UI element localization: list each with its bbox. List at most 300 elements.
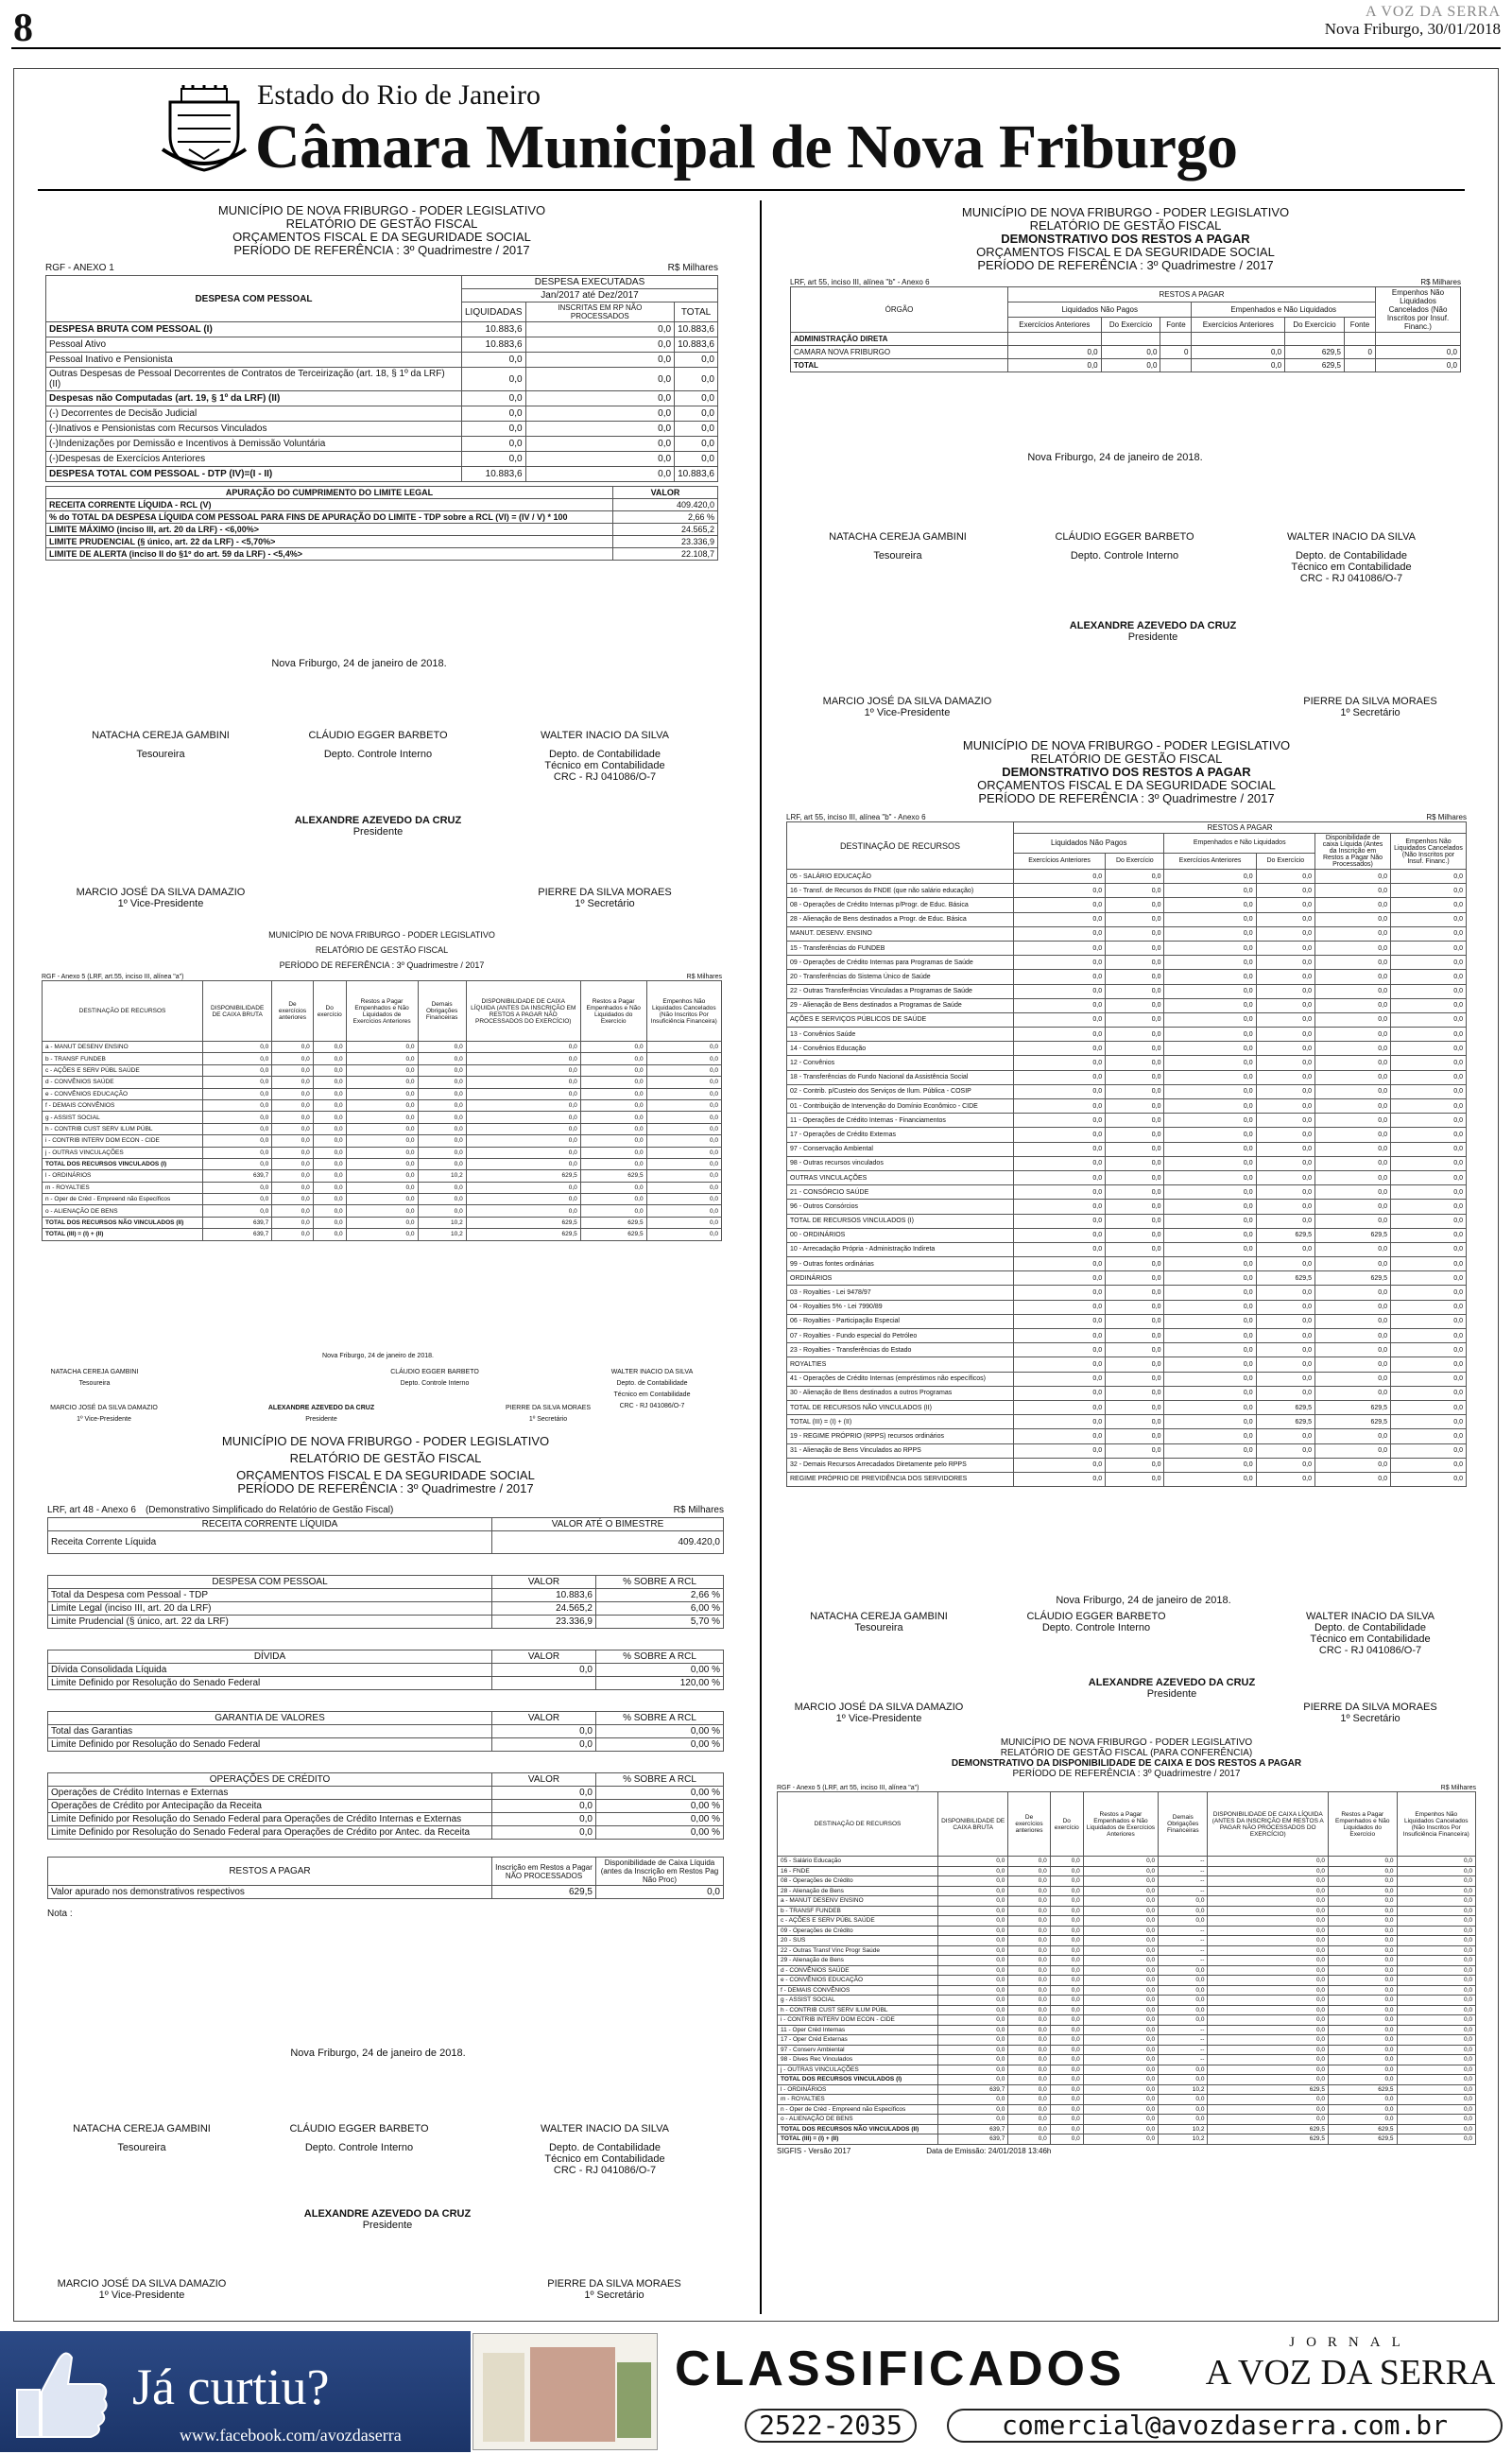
table-cell: 0,0 bbox=[1208, 1985, 1329, 1996]
table-cell: 0,0 bbox=[646, 1205, 721, 1217]
table-cell: 0,0 bbox=[1328, 2075, 1397, 2085]
table-cell: 629,5 bbox=[1328, 2134, 1397, 2145]
table-cell: 0,0 bbox=[938, 1965, 1008, 1976]
table-cell: 629,5 bbox=[1208, 2134, 1329, 2145]
table-row bbox=[778, 2075, 1476, 2085]
table-cell: 629,5 bbox=[1256, 1228, 1314, 1242]
table-cell: 0,0 bbox=[1391, 1142, 1467, 1156]
table-cell: 0,0 bbox=[272, 1170, 314, 1182]
table-cell: 0,0 bbox=[1208, 2095, 1329, 2105]
table-row bbox=[787, 1214, 1467, 1228]
table-cell: 0,0 bbox=[1256, 912, 1314, 926]
table-row bbox=[778, 1965, 1476, 1976]
table-cell: 629,5 bbox=[466, 1170, 580, 1182]
table-header: Empenhados e Não Liquidados bbox=[1164, 834, 1315, 854]
table-cell: c - AÇÕES E SERV PÚBL SAÚDE bbox=[43, 1064, 203, 1076]
table-cell: 0,0 bbox=[1256, 1257, 1314, 1271]
table-cell: 629,5 bbox=[1208, 2124, 1329, 2134]
table-cell: a - MANUT DESENV ENSINO bbox=[43, 1042, 203, 1053]
table-cell: 0,0 bbox=[1106, 956, 1164, 970]
table-cell: j - OUTRAS VINCULAÇÕES bbox=[43, 1147, 203, 1158]
table-cell: 0,0 bbox=[1208, 2065, 1329, 2075]
table-row bbox=[787, 1386, 1467, 1400]
table-cell: 0,0 bbox=[1106, 1200, 1164, 1214]
table-header: RESTOS A PAGAR bbox=[1008, 287, 1376, 302]
table-cell: 0,0 bbox=[272, 1158, 314, 1169]
table-cell bbox=[1008, 333, 1102, 346]
table-row bbox=[787, 1257, 1467, 1271]
table-cell: 0,0 bbox=[1391, 1386, 1467, 1400]
table-cell: 0,0 bbox=[1050, 1906, 1083, 1916]
table-cell: 0,0 bbox=[1050, 2045, 1083, 2055]
table-cell: 0,0 bbox=[1256, 1185, 1314, 1200]
table-cell: 0,0 bbox=[466, 1077, 580, 1088]
table-cell: 0,0 bbox=[1164, 1056, 1256, 1070]
table-cell: 0,0 bbox=[1256, 984, 1314, 998]
table-cell: 0,0 bbox=[1050, 2104, 1083, 2115]
table-cell: 0,0 bbox=[313, 1064, 346, 1076]
table-cell: TOTAL bbox=[791, 359, 1008, 372]
table-header: % SOBRE A RCL bbox=[596, 1773, 724, 1787]
table-cell: 0,0 bbox=[466, 1123, 580, 1134]
table-cell: 0,0 bbox=[1083, 1956, 1158, 1966]
table-row bbox=[787, 1228, 1467, 1242]
table-cell: 0,0 bbox=[580, 1112, 646, 1123]
table-cell: 0,0 bbox=[1208, 1896, 1329, 1907]
table-cell: Limite Prudencial (§ único, art. 22 da LRF) bbox=[48, 1616, 492, 1629]
table-row bbox=[787, 956, 1467, 970]
table-cell: 0,0 bbox=[1328, 1945, 1397, 1956]
table-cell: 0,0 bbox=[1397, 1945, 1475, 1956]
signature-block bbox=[28, 1403, 180, 1426]
table-cell: 0,0 bbox=[1328, 2065, 1397, 2075]
table-header: Demais Obrigações Financeiras bbox=[1159, 1792, 1208, 1857]
table-header: LIQUIDADAS bbox=[462, 302, 526, 322]
table-cell: 0,0 bbox=[1106, 1472, 1164, 1486]
table-row bbox=[787, 1329, 1467, 1343]
table-cell: 0,0 bbox=[1164, 998, 1256, 1012]
table-cell: 0,0 bbox=[1164, 1012, 1256, 1027]
table-cell: 0,0 bbox=[462, 353, 526, 368]
table-row bbox=[43, 1135, 722, 1147]
table-cell: 0,0 bbox=[1014, 1028, 1106, 1042]
table-cell: 0,0 bbox=[1208, 1857, 1329, 1867]
table-header: DESPESA EXECUTADAS bbox=[462, 276, 718, 289]
table-row bbox=[778, 1886, 1476, 1896]
table-cell: 0,0 bbox=[1256, 1343, 1314, 1357]
table-cell: 0,0 bbox=[1106, 1415, 1164, 1429]
credito-table bbox=[47, 1772, 724, 1840]
table-cell: 0,0 bbox=[1014, 912, 1106, 926]
table-cell: 0,0 bbox=[646, 1170, 721, 1182]
table-cell: 0,00 % bbox=[596, 1787, 724, 1800]
table-cell: 0,0 bbox=[1106, 984, 1164, 998]
table-cell: l - ORDINÁRIOS bbox=[43, 1170, 203, 1182]
table-row bbox=[778, 1916, 1476, 1927]
table-cell: 0,0 bbox=[580, 1194, 646, 1205]
table-row bbox=[787, 1314, 1467, 1328]
table-cell: 0,0 bbox=[1083, 2095, 1158, 2105]
table-cell: 0,0 bbox=[1391, 1472, 1467, 1486]
report-heading: ORÇAMENTOS FISCAL E DA SEGURIDADE SOCIAL bbox=[976, 245, 1275, 259]
table-cell: 0,0 bbox=[938, 2055, 1008, 2065]
table-cell: 23.336,9 bbox=[492, 1616, 596, 1629]
table-cell: o - ALIENAÇÃO DE BENS bbox=[43, 1205, 203, 1217]
table-cell: 0,0 bbox=[938, 2045, 1008, 2055]
table-cell: 0,0 bbox=[1315, 1357, 1391, 1372]
table-cell: 0,0 bbox=[313, 1158, 346, 1169]
table-cell: 0,0 bbox=[1050, 1965, 1083, 1976]
table-cell: 0,0 bbox=[1391, 1156, 1467, 1170]
signer-name: PIERRE DA SILVA MORAES bbox=[506, 1405, 591, 1411]
contact-email[interactable]: comercial@avozdaserra.com.br bbox=[947, 2409, 1503, 2443]
signature-block bbox=[472, 1403, 624, 1426]
table-cell: TOTAL DE RECURSOS VINCULADOS (I) bbox=[787, 1214, 1014, 1228]
classificados-title: CLASSIFICADOS bbox=[675, 2342, 1125, 2396]
table-cell: 0,0 bbox=[1315, 1170, 1391, 1184]
table-cell: 0,00 % bbox=[596, 1826, 724, 1840]
table-cell: 0,0 bbox=[1328, 1926, 1397, 1936]
table-row bbox=[791, 359, 1461, 372]
facebook-url[interactable]: www.facebook.com/avozdaserra bbox=[180, 2426, 402, 2445]
table-cell: 0,0 bbox=[1397, 2035, 1475, 2046]
table-cell: 629,5 bbox=[1208, 2084, 1329, 2095]
signer-role: CRC - RJ 041086/O-7 bbox=[553, 771, 657, 783]
table-row bbox=[787, 1400, 1467, 1414]
table-header: Do exercício bbox=[313, 981, 346, 1042]
phone-number[interactable]: 2522-2035 bbox=[745, 2409, 917, 2443]
table-cell: 0,0 bbox=[938, 1985, 1008, 1996]
table-header: Demais Obrigações Financeiras bbox=[418, 981, 466, 1042]
table-cell: 639,7 bbox=[203, 1217, 272, 1228]
table-cell: 0,0 bbox=[1159, 2015, 1208, 2026]
table-cell: LIMITE PRUDENCIAL (§ único, art. 22 da LRF) - <5,70%> bbox=[46, 536, 613, 548]
table-cell: 0,0 bbox=[1106, 898, 1164, 912]
table-cell: 0,0 bbox=[1014, 1056, 1106, 1070]
table-cell: 0,0 bbox=[1014, 1042, 1106, 1056]
table-cell: 0,0 bbox=[1159, 1996, 1208, 2006]
date-line: Nova Friburgo, 24 de janeiro de 2018. bbox=[322, 1353, 434, 1359]
table-cell: 0,0 bbox=[646, 1158, 721, 1169]
table-cell: 0,0 bbox=[675, 353, 718, 368]
table-header: Restos a Pagar Empenhados e Não Liquidados do Exercício bbox=[1328, 1792, 1397, 1857]
table-cell: 10 - Arrecadação Própria - Administração Indireta bbox=[787, 1242, 1014, 1256]
table-cell: 0,0 bbox=[1014, 1242, 1106, 1256]
table-row bbox=[787, 1300, 1467, 1314]
table-cell: 0,0 bbox=[1328, 1996, 1397, 2006]
table-cell: 0,0 bbox=[1164, 1271, 1256, 1286]
table-cell: 0,0 bbox=[1328, 1936, 1397, 1946]
table-cell: 0,0 bbox=[1008, 2015, 1050, 2026]
table-row bbox=[778, 2134, 1476, 2145]
table-cell: 0,0 bbox=[1315, 1070, 1391, 1084]
table-cell: 0,0 bbox=[1083, 1965, 1158, 1976]
table-cell: 0,0 bbox=[1083, 2055, 1158, 2065]
table-cell: 0,0 bbox=[272, 1053, 314, 1064]
date-line: Nova Friburgo, 24 de janeiro de 2018. bbox=[1027, 452, 1203, 463]
table-row bbox=[43, 1099, 722, 1111]
table-cell: 6,00 % bbox=[596, 1602, 724, 1616]
signature-block bbox=[1266, 1611, 1474, 1656]
table-cell: 0,0 bbox=[462, 422, 526, 437]
table-cell: 0,0 bbox=[1083, 2065, 1158, 2075]
table-cell: 0,0 bbox=[1256, 884, 1314, 898]
signer-role: 1º Vice-Presidente bbox=[835, 1713, 922, 1724]
table-cell: 0,0 bbox=[1391, 1099, 1467, 1114]
table-cell: 0,0 bbox=[203, 1112, 272, 1123]
table-cell: 0,0 bbox=[646, 1064, 721, 1076]
report-heading: DEMONSTRATIVO DA DISPONIBILIDADE DE CAIXA E DOS RESTOS A PAGAR bbox=[951, 1758, 1302, 1769]
table-cell: 0,0 bbox=[1208, 2115, 1329, 2125]
table-cell: 0,0 bbox=[1014, 1286, 1106, 1300]
signer-name: MARCIO JOSÉ DA SILVA DAMAZIO bbox=[822, 696, 992, 707]
table-cell: 0,0 bbox=[1256, 1099, 1314, 1114]
table-cell: 0,0 bbox=[1208, 2055, 1329, 2065]
signer-name: CLÁUDIO EGGER BARBETO bbox=[1055, 531, 1194, 543]
table-cell: 0,0 bbox=[1050, 1945, 1083, 1956]
table-cell: 0,0 bbox=[272, 1135, 314, 1147]
table-header: Restos a Pagar Empenhados e Não Liquidados de Exercícios Anteriores bbox=[346, 981, 418, 1042]
table-cell: 629,5 bbox=[1256, 1415, 1314, 1429]
table-cell: 0,0 bbox=[1164, 884, 1256, 898]
table-cell: 0,0 bbox=[1208, 2015, 1329, 2026]
date-line: Nova Friburgo, 24 de janeiro de 2018. bbox=[271, 658, 447, 669]
table-cell: 0,0 bbox=[1208, 1876, 1329, 1887]
table-cell: 0,0 bbox=[1106, 1443, 1164, 1458]
table-cell: 0,0 bbox=[1106, 1070, 1164, 1084]
table-cell: 0,0 bbox=[1106, 1142, 1164, 1156]
table-row bbox=[43, 1112, 722, 1123]
table-cell: 0,0 bbox=[1106, 941, 1164, 955]
table-cell: 0,0 bbox=[525, 437, 674, 452]
table-cell: 0,0 bbox=[1391, 1200, 1467, 1214]
table-cell bbox=[1160, 333, 1192, 346]
signature-block bbox=[28, 1367, 161, 1390]
table-row bbox=[48, 1813, 724, 1826]
table-cell: 0,0 bbox=[525, 467, 674, 482]
table-cell: 0,0 bbox=[646, 1042, 721, 1053]
chamber-title: Câmara Municipal de Nova Friburgo bbox=[255, 112, 1238, 181]
table-cell: 0,0 bbox=[466, 1147, 580, 1158]
table-row bbox=[46, 536, 718, 548]
signer-role: Técnico em Contabilidade bbox=[613, 1391, 691, 1398]
table-cell: 0,0 bbox=[313, 1123, 346, 1134]
table-cell: 98 - Outras recursos vinculados bbox=[787, 1156, 1014, 1170]
table-cell: 0,0 bbox=[1164, 1200, 1256, 1214]
table-row bbox=[787, 1114, 1467, 1128]
conferencia-table bbox=[777, 1791, 1476, 2145]
table-cell: 0,0 bbox=[1014, 1214, 1106, 1228]
table-header: DISPONIBILIDADE DE CAIXA LÍQUIDA (ANTES DA INSCRIÇÃO EM RESTOS A PAGAR NÃO PROCESSADOS DO EXERCÍCIO) bbox=[1208, 1792, 1329, 1857]
table-cell: DESPESA TOTAL COM PESSOAL - DTP (IV)=(I - II) bbox=[46, 467, 462, 482]
table-cell: 0,0 bbox=[1315, 1156, 1391, 1170]
table-cell: Valor apurado nos demonstrativos respectivos bbox=[48, 1886, 492, 1899]
table-cell: 0,0 bbox=[1008, 1906, 1050, 1916]
table-cell: 0,0 bbox=[1106, 1271, 1164, 1286]
table-header: RESTOS A PAGAR bbox=[1014, 822, 1467, 834]
table-cell: LIMITE DE ALERTA (inciso II do §1º do art. 59 da LRF) - <5,4%> bbox=[46, 548, 613, 561]
table-cell: -- bbox=[1159, 2035, 1208, 2046]
table-cell: 0,0 bbox=[580, 1064, 646, 1076]
table-cell: 0,0 bbox=[346, 1077, 418, 1088]
signer-role: Tesoureira bbox=[854, 1622, 903, 1633]
table-cell: 0,0 bbox=[1008, 1956, 1050, 1966]
table-cell: 0,0 bbox=[580, 1042, 646, 1053]
table-cell: 0,0 bbox=[1256, 1084, 1314, 1098]
table-cell: 0,0 bbox=[1083, 2124, 1158, 2134]
table-cell: d - CONVÊNIOS SAÚDE bbox=[43, 1077, 203, 1088]
table-cell: 0,0 bbox=[1014, 941, 1106, 955]
table-cell: 0,0 bbox=[675, 391, 718, 406]
table-header: Exercícios Anteriores bbox=[1192, 318, 1285, 333]
table-cell: 0,0 bbox=[1192, 346, 1285, 359]
table-row bbox=[778, 2015, 1476, 2026]
table-cell: 0,0 bbox=[580, 1123, 646, 1134]
signer-name: CLÁUDIO EGGER BARBETO bbox=[390, 1369, 479, 1375]
table-row bbox=[778, 1956, 1476, 1966]
masthead bbox=[0, 0, 1512, 57]
table-cell: 0,0 bbox=[272, 1194, 314, 1205]
table-cell: 0,0 bbox=[492, 1800, 596, 1813]
signer-role: Depto. de Contabilidade bbox=[548, 749, 662, 760]
table-cell: 0,0 bbox=[1101, 359, 1160, 372]
table-cell: (-) Decorrentes de Decisão Judicial bbox=[46, 406, 462, 422]
table-row bbox=[46, 524, 718, 536]
table-row bbox=[46, 406, 718, 422]
table-cell: Limite Definido por Resolução do Senado Federal bbox=[48, 1738, 492, 1752]
table-cell: 0,0 bbox=[1391, 941, 1467, 955]
table-cell: 0,0 bbox=[1256, 1170, 1314, 1184]
table-cell: b - TRANSF FUNDEB bbox=[43, 1053, 203, 1064]
table-cell: 97 - Conservação Ambiental bbox=[787, 1142, 1014, 1156]
table-cell: 0,0 bbox=[1008, 2005, 1050, 2015]
table-row bbox=[778, 1926, 1476, 1936]
table-cell: 0,0 bbox=[1008, 1996, 1050, 2006]
table-cell: -- bbox=[1159, 2045, 1208, 2055]
signature-block bbox=[1266, 1702, 1474, 1724]
table-cell: 02 - Contrib. p/Custeio dos Serviços de Ilum. Pública - COSIP bbox=[787, 1084, 1014, 1098]
table-cell: 0,0 bbox=[1315, 1314, 1391, 1328]
table-cell: 629,5 bbox=[1315, 1415, 1391, 1429]
table-cell: 2,66 % bbox=[596, 1589, 724, 1602]
table-cell: 0,0 bbox=[1050, 2005, 1083, 2015]
table-row bbox=[787, 912, 1467, 926]
table-cell: 0,0 bbox=[1083, 1886, 1158, 1896]
table-cell: 0,0 bbox=[1397, 1956, 1475, 1966]
table-cell: 0,0 bbox=[1014, 1142, 1106, 1156]
table-cell: 0,0 bbox=[1315, 1300, 1391, 1314]
table-cell: REGIME PRÓPRIO DE PREVIDÊNCIA DOS SERVIDORES bbox=[787, 1472, 1014, 1486]
table-cell: 0,0 bbox=[1106, 1242, 1164, 1256]
signer-role: 1º Vice-Presidente bbox=[98, 2290, 185, 2301]
table-cell: 0,0 bbox=[1014, 1443, 1106, 1458]
signer-role: Depto. Controle Interno bbox=[304, 2142, 414, 2153]
rgf-anexo5-conferencia bbox=[777, 1737, 1476, 2155]
table-cell: 0,0 bbox=[418, 1099, 466, 1111]
unit-label: R$ Milhares bbox=[1426, 813, 1467, 821]
table-header: DISPONIBILIDADE DE CAIXA BRUTA bbox=[938, 1792, 1008, 1857]
table-cell: MANUT. DESENV. ENSINO bbox=[787, 926, 1014, 941]
table-row bbox=[48, 1650, 724, 1664]
table-cell: 0,0 bbox=[1256, 1142, 1314, 1156]
annex-label: LRF, art 55, inciso III, alínea "b" - Anexo 6 bbox=[790, 278, 930, 286]
table-cell: 0,0 bbox=[1164, 970, 1256, 984]
signer-role: 1º Vice-Presidente bbox=[77, 1416, 131, 1423]
table-row bbox=[46, 467, 718, 482]
table-cell: Despesas não Computadas (art. 19, § 1º da LRF) (II) bbox=[46, 391, 462, 406]
table-cell: DESPESA BRUTA COM PESSOAL (I) bbox=[46, 322, 462, 337]
table-cell: 0,0 bbox=[1391, 1257, 1467, 1271]
table-header: Do exercício bbox=[1050, 1792, 1083, 1857]
table-cell: Dívida Consolidada Líquida bbox=[48, 1664, 492, 1677]
unit-label: R$ Milhares bbox=[686, 974, 722, 980]
table-cell: 0,0 bbox=[466, 1135, 580, 1147]
table-row bbox=[43, 1053, 722, 1064]
table-header: % SOBRE A RCL bbox=[596, 1576, 724, 1589]
table-row bbox=[778, 1857, 1476, 1867]
table-cell: 0,0 bbox=[1014, 898, 1106, 912]
table-header: De exercícios anteriores bbox=[272, 981, 314, 1042]
table-cell: 0,0 bbox=[1106, 998, 1164, 1012]
table-row bbox=[787, 1084, 1467, 1098]
table-cell: 0,0 bbox=[1050, 1976, 1083, 1986]
table-cell: 0,0 bbox=[1391, 1056, 1467, 1070]
table-header: Empenhados e Não Liquidados bbox=[1192, 302, 1376, 318]
table-cell: 0,0 bbox=[1014, 984, 1106, 998]
annex-label: LRF, art 55, inciso III, alínea "b" - Anexo 6 bbox=[786, 813, 926, 821]
table-row bbox=[46, 322, 718, 337]
table-cell: 0,0 bbox=[938, 1936, 1008, 1946]
table-cell: 0,0 bbox=[1014, 956, 1106, 970]
signature-block bbox=[1068, 1677, 1276, 1700]
table-cell: 20 - SUS bbox=[778, 1936, 938, 1946]
table-cell: f - DEMAIS CONVÊNIOS bbox=[43, 1099, 203, 1111]
table-cell: 0,0 bbox=[203, 1205, 272, 1217]
table-cell: 0,0 bbox=[1208, 1916, 1329, 1927]
table-cell: 0,0 bbox=[1391, 1357, 1467, 1372]
table-cell: 629,5 bbox=[1328, 2124, 1397, 2134]
table-cell: 0,0 bbox=[646, 1147, 721, 1158]
table-cell: 0,0 bbox=[1008, 1976, 1050, 1986]
table-cell: 0,0 bbox=[1106, 1314, 1164, 1328]
column-divider bbox=[760, 200, 762, 2314]
table-row bbox=[46, 548, 718, 561]
rgf-anexo5 bbox=[42, 930, 722, 1241]
table-cell: 10.883,6 bbox=[462, 467, 526, 482]
table-header: Do Exercício bbox=[1106, 853, 1164, 869]
table-cell: 0,0 bbox=[1256, 1070, 1314, 1084]
table-cell: 0,0 bbox=[418, 1147, 466, 1158]
table-cell: 639,7 bbox=[938, 2134, 1008, 2145]
table-cell: 0,0 bbox=[1315, 1286, 1391, 1300]
table-cell: 0,0 bbox=[1328, 1965, 1397, 1976]
paper-logo-text: A VOZ DA SERRA bbox=[1205, 2353, 1496, 2393]
table-cell bbox=[1101, 333, 1160, 346]
table-cell: Operações de Crédito Internas e Externas bbox=[48, 1787, 492, 1800]
report-heading: PERÍODO DE REFERÊNCIA : 3º Quadrimestre / 2017 bbox=[1012, 1769, 1241, 1779]
table-cell: 0,0 bbox=[1014, 1314, 1106, 1328]
table-cell: 0,0 bbox=[1397, 1906, 1475, 1916]
table-cell: 0,0 bbox=[1391, 984, 1467, 998]
table-cell: TOTAL DOS RECURSOS NÃO VINCULADOS (II) bbox=[43, 1217, 203, 1228]
signer-role: 1º Secretário bbox=[584, 2290, 644, 2301]
table-cell: 0,0 bbox=[1315, 1257, 1391, 1271]
signer-role: Depto. de Contabilidade bbox=[1295, 550, 1408, 562]
table-cell: 0,0 bbox=[418, 1088, 466, 1099]
report-heading: RELATÓRIO DE GESTÃO FISCAL bbox=[289, 1451, 482, 1465]
table-cell: 10,2 bbox=[418, 1229, 466, 1240]
table-row bbox=[48, 1616, 724, 1629]
